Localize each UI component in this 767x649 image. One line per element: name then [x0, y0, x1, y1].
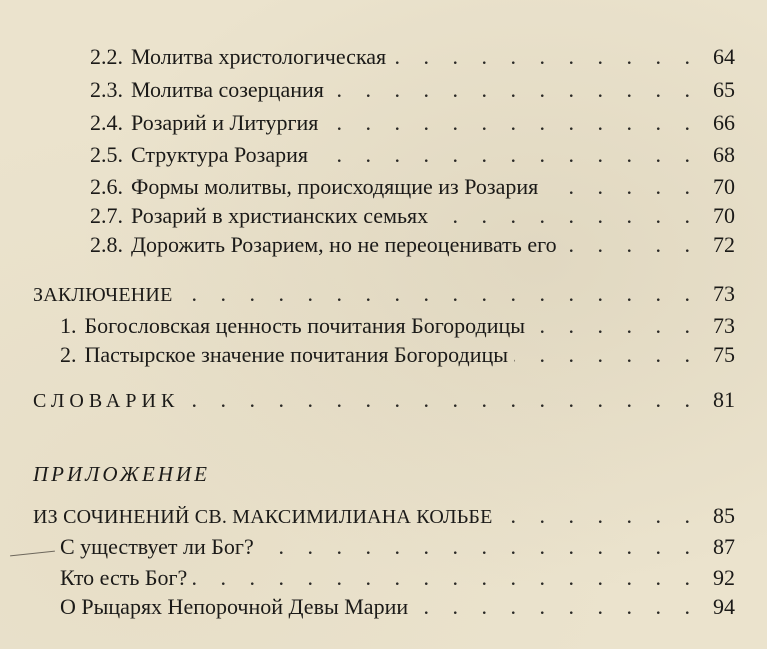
entry-title: Дорожить Розарием, но не переоценивать его [131, 232, 557, 257]
entry-title: Формы молитвы, происходящие из Розария [131, 174, 539, 199]
entry-number: 2.2. [90, 44, 123, 69]
entry-title: Розарий и Литургия [131, 110, 319, 135]
pencil-mark [10, 551, 55, 557]
toc-conclusion [33, 281, 735, 308]
toc-works [33, 503, 735, 530]
entry-page: 92 [713, 565, 735, 590]
entry-title: Розарий в христианских семьях [131, 203, 429, 228]
dot-leader [260, 534, 699, 560]
toc-entry [60, 534, 735, 560]
toc-entry [90, 44, 735, 70]
entry-title: О Рыцарях Непорочной Девы Марии [60, 594, 409, 619]
dot-leader [193, 565, 699, 591]
entry-number: 2.8. [90, 232, 123, 257]
entry-page: 94 [713, 594, 735, 619]
dot-leader [392, 44, 699, 70]
entry-title: Кто есть Бог? [60, 565, 188, 590]
dot-leader [324, 110, 699, 136]
entry-page: 87 [713, 534, 735, 559]
dot-leader [185, 387, 699, 413]
dot-leader [314, 142, 699, 168]
entry-title: Структура Розария [131, 142, 308, 167]
dot-leader [544, 174, 699, 200]
works-title: ИЗ СОЧИНЕНИЙ СВ. МАКСИМИЛИАНА КОЛЬБЕ [33, 506, 493, 528]
appendix-title: ПРИЛОЖЕНИЕ [33, 462, 210, 486]
entry-title: С уществует ли Бог? [60, 534, 254, 559]
entry-number: 2.5. [90, 142, 123, 167]
dot-leader [514, 342, 699, 368]
toc-entry [60, 342, 735, 368]
entry-page: 75 [713, 342, 735, 367]
entry-page: 72 [713, 232, 735, 257]
toc-entry [60, 565, 735, 591]
works-page: 85 [713, 503, 735, 528]
entry-title: Богословская ценность почитания Богородицы [84, 313, 526, 338]
conclusion-title: ЗАКЛЮЧЕНИЕ [33, 284, 173, 306]
entry-number: 2.3. [90, 77, 123, 102]
entry-page: 64 [713, 44, 735, 69]
entry-page: 70 [713, 203, 735, 228]
dot-leader [178, 281, 699, 307]
toc-entry [60, 313, 735, 339]
toc-glossary [33, 387, 735, 414]
toc-entry [90, 232, 735, 258]
entry-page: 65 [713, 77, 735, 102]
entry-number: 2. [60, 342, 77, 367]
entry-page: 68 [713, 142, 735, 167]
entry-number: 2.7. [90, 203, 123, 228]
conclusion-page: 73 [713, 281, 735, 306]
toc-entry [90, 77, 735, 103]
dot-leader [330, 77, 699, 103]
entry-page: 73 [713, 313, 735, 338]
toc-entry [60, 594, 735, 620]
dot-leader [414, 594, 699, 620]
entry-page: 70 [713, 174, 735, 199]
toc-entry [90, 203, 735, 229]
entry-number: 2.4. [90, 110, 123, 135]
entry-number: 1. [60, 313, 77, 338]
dot-leader [434, 203, 699, 229]
entry-page: 66 [713, 110, 735, 135]
dot-leader [531, 313, 699, 339]
toc-entry [90, 174, 735, 200]
toc-entry [90, 142, 735, 168]
dot-leader [499, 503, 699, 529]
toc-entry [90, 110, 735, 136]
entry-title: Молитва христологическая [131, 44, 387, 69]
dot-leader [563, 232, 699, 258]
entry-number: 2.6. [90, 174, 123, 199]
glossary-title: СЛОВАРИК [33, 390, 180, 412]
entry-title: Пастырское значение почитания Богородицы [84, 342, 509, 367]
glossary-page: 81 [713, 387, 735, 412]
entry-title: Молитва созерцания [131, 77, 324, 102]
